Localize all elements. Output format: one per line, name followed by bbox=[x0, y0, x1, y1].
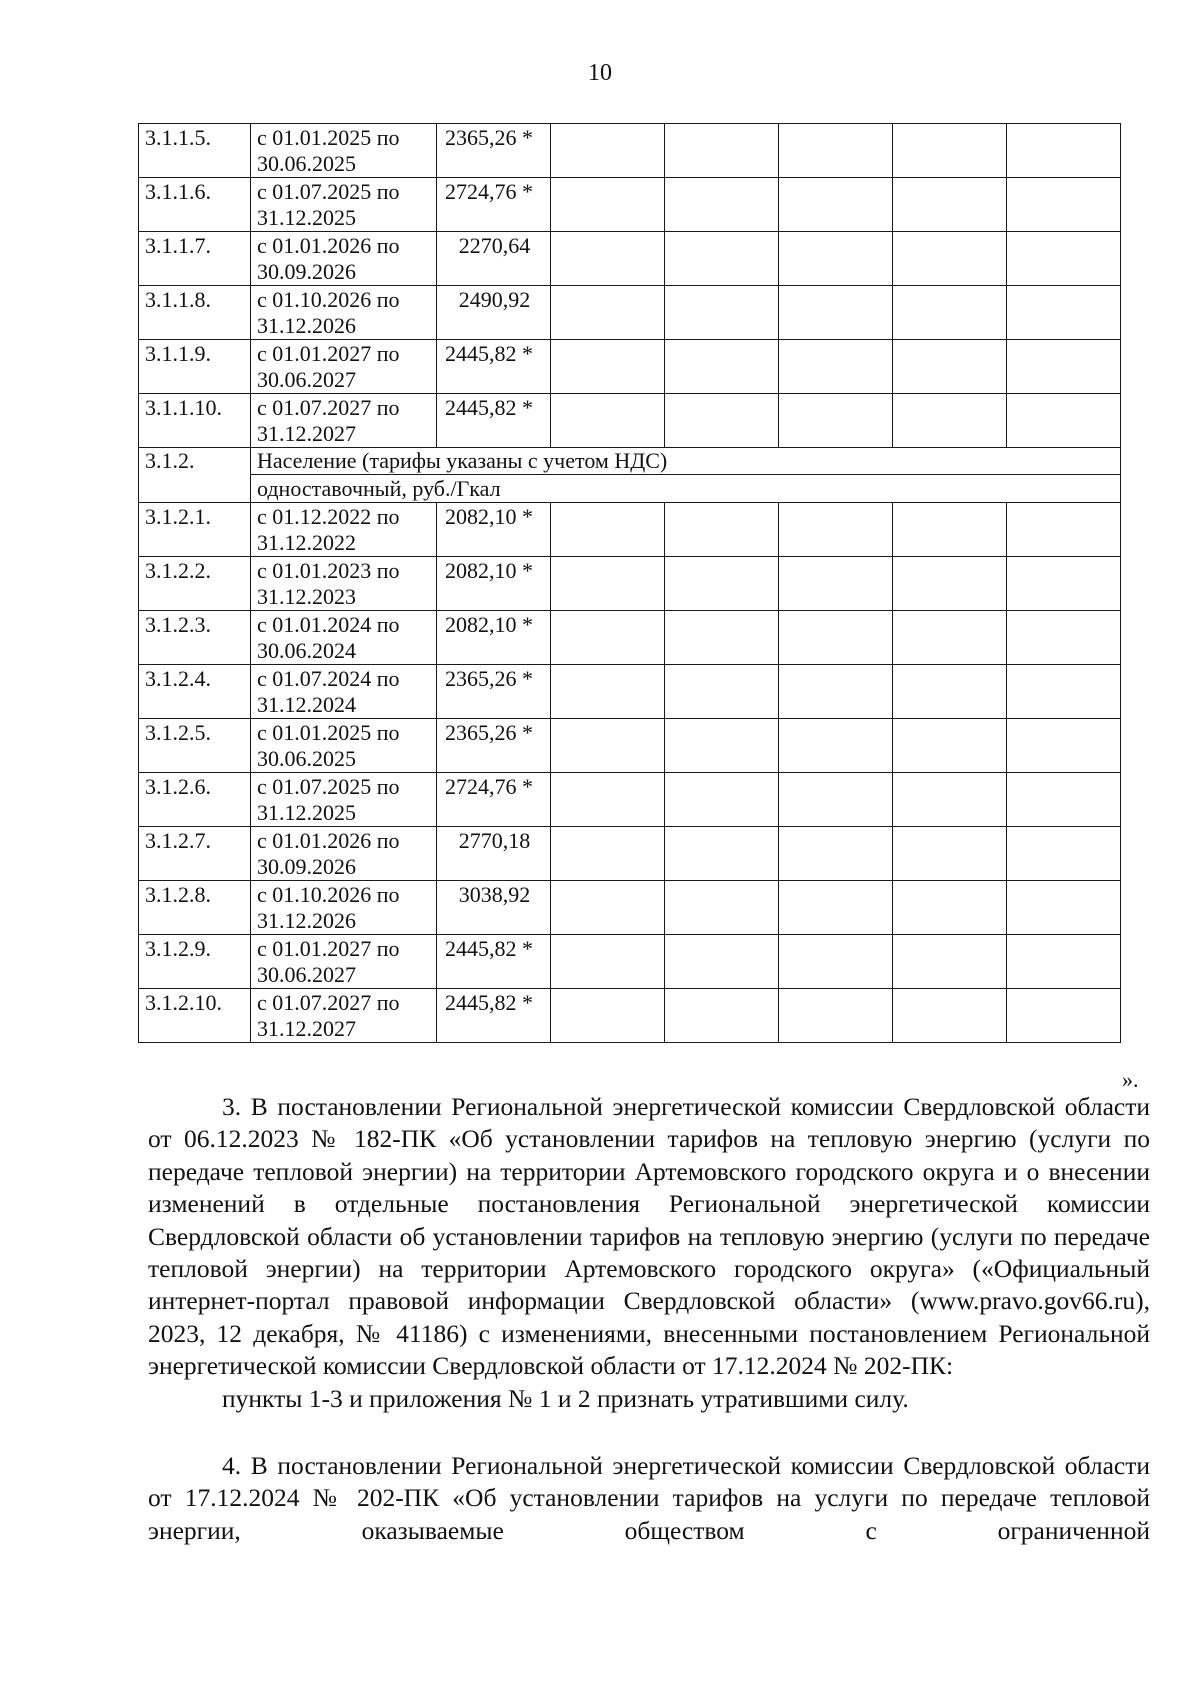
empty-cell bbox=[551, 394, 665, 448]
empty-cell bbox=[665, 665, 779, 719]
empty-cell bbox=[665, 232, 779, 286]
empty-cell bbox=[665, 881, 779, 935]
table-subsection-row bbox=[139, 475, 1121, 503]
empty-cell bbox=[893, 232, 1007, 286]
table-row bbox=[139, 503, 1121, 557]
empty-cell bbox=[551, 935, 665, 989]
empty-cell bbox=[1007, 665, 1121, 719]
empty-cell bbox=[665, 611, 779, 665]
row-period: с 01.07.2025 по 31.12.2025 bbox=[251, 178, 437, 232]
row-tariff-value: 2365,26 * bbox=[437, 719, 551, 773]
row-tariff-value: 2724,76 * bbox=[437, 178, 551, 232]
table-section-row bbox=[139, 448, 1121, 475]
paragraph-4-main: 4. В постановлении Региональной энергетической комиссии Свердловской области от 17.12.2024 № 202-ПК «Об установлении тарифов на услуги по передаче тепловой энергии, оказываемые обществом с ограниченной bbox=[148, 1451, 1150, 1545]
row-period: с 01.07.2027 по 31.12.2027 bbox=[251, 394, 437, 448]
empty-cell bbox=[1007, 232, 1121, 286]
table-row bbox=[139, 989, 1121, 1043]
empty-cell bbox=[551, 827, 665, 881]
empty-cell bbox=[551, 178, 665, 232]
empty-cell bbox=[779, 232, 893, 286]
empty-cell bbox=[779, 340, 893, 394]
empty-cell bbox=[779, 394, 893, 448]
table-row bbox=[139, 124, 1121, 178]
tariff-table bbox=[138, 123, 1121, 1043]
row-period: с 01.10.2026 по 31.12.2026 bbox=[251, 881, 437, 935]
row-number: 3.1.2.10. bbox=[139, 989, 251, 1043]
row-tariff-value: 2445,82 * bbox=[437, 394, 551, 448]
row-number: 3.1.1.9. bbox=[139, 340, 251, 394]
table-row bbox=[139, 611, 1121, 665]
empty-cell bbox=[1007, 773, 1121, 827]
empty-cell bbox=[551, 286, 665, 340]
closing-quote: ». bbox=[1122, 1067, 1139, 1092]
row-tariff-value: 2082,10 * bbox=[437, 557, 551, 611]
empty-cell bbox=[1007, 124, 1121, 178]
empty-cell bbox=[779, 124, 893, 178]
empty-cell bbox=[665, 340, 779, 394]
empty-cell bbox=[551, 557, 665, 611]
empty-cell bbox=[551, 503, 665, 557]
row-tariff-value: 2365,26 * bbox=[437, 124, 551, 178]
empty-cell bbox=[893, 394, 1007, 448]
row-tariff-value: 2724,76 * bbox=[437, 773, 551, 827]
row-period: с 01.01.2024 по 30.06.2024 bbox=[251, 611, 437, 665]
row-number: 3.1.2.7. bbox=[139, 827, 251, 881]
row-period: с 01.01.2025 по 30.06.2025 bbox=[251, 719, 437, 773]
table-row bbox=[139, 773, 1121, 827]
empty-cell bbox=[551, 989, 665, 1043]
row-period: с 01.01.2026 по 30.09.2026 bbox=[251, 232, 437, 286]
empty-cell bbox=[551, 611, 665, 665]
empty-cell bbox=[893, 124, 1007, 178]
empty-cell bbox=[779, 665, 893, 719]
empty-cell bbox=[779, 881, 893, 935]
row-tariff-value: 2445,82 * bbox=[437, 340, 551, 394]
row-number: 3.1.2.1. bbox=[139, 503, 251, 557]
table-row bbox=[139, 719, 1121, 773]
paragraph-3 bbox=[148, 1091, 1150, 1415]
row-period: с 01.01.2023 по 31.12.2023 bbox=[251, 557, 437, 611]
row-number: 3.1.2.5. bbox=[139, 719, 251, 773]
row-number: 3.1.2.6. bbox=[139, 773, 251, 827]
table-row bbox=[139, 665, 1121, 719]
empty-cell bbox=[893, 773, 1007, 827]
empty-cell bbox=[1007, 394, 1121, 448]
empty-cell bbox=[1007, 719, 1121, 773]
empty-cell bbox=[551, 124, 665, 178]
row-number: 3.1.1.6. bbox=[139, 178, 251, 232]
empty-cell bbox=[1007, 935, 1121, 989]
empty-cell bbox=[893, 557, 1007, 611]
empty-cell bbox=[779, 611, 893, 665]
empty-cell bbox=[551, 719, 665, 773]
empty-cell bbox=[1007, 989, 1121, 1043]
empty-cell bbox=[893, 503, 1007, 557]
empty-cell bbox=[665, 178, 779, 232]
row-number: 3.1.2.8. bbox=[139, 881, 251, 935]
row-period: с 01.10.2026 по 31.12.2026 bbox=[251, 286, 437, 340]
table-row bbox=[139, 827, 1121, 881]
table-row bbox=[139, 557, 1121, 611]
empty-cell bbox=[665, 557, 779, 611]
row-tariff-value: 2770,18 bbox=[437, 827, 551, 881]
table-row bbox=[139, 935, 1121, 989]
empty-cell bbox=[665, 286, 779, 340]
empty-cell bbox=[551, 232, 665, 286]
paragraph-3-sub: пункты 1-3 и приложения № 1 и 2 признать утратившими силу. bbox=[222, 1383, 909, 1413]
empty-cell bbox=[665, 124, 779, 178]
table-row bbox=[139, 232, 1121, 286]
subsection-title: одноставочный, руб./Гкал bbox=[251, 475, 1121, 503]
empty-cell bbox=[1007, 286, 1121, 340]
row-tariff-value: 2270,64 bbox=[437, 232, 551, 286]
empty-cell bbox=[893, 665, 1007, 719]
empty-cell bbox=[893, 286, 1007, 340]
empty-cell bbox=[893, 935, 1007, 989]
row-period: с 01.07.2025 по 31.12.2025 bbox=[251, 773, 437, 827]
empty-cell bbox=[1007, 827, 1121, 881]
table-row bbox=[139, 340, 1121, 394]
empty-cell bbox=[665, 935, 779, 989]
section-title: Население (тарифы указаны с учетом НДС) bbox=[251, 448, 1121, 475]
empty-cell bbox=[779, 503, 893, 557]
paragraph-4 bbox=[148, 1450, 1150, 1547]
row-tariff-value: 2445,82 * bbox=[437, 989, 551, 1043]
empty-cell bbox=[551, 665, 665, 719]
empty-cell bbox=[665, 503, 779, 557]
table-row bbox=[139, 178, 1121, 232]
row-period: с 01.01.2027 по 30.06.2027 bbox=[251, 340, 437, 394]
empty-cell bbox=[893, 989, 1007, 1043]
row-period: с 01.07.2027 по 31.12.2027 bbox=[251, 989, 437, 1043]
empty-cell bbox=[779, 557, 893, 611]
empty-cell bbox=[665, 989, 779, 1043]
empty-cell bbox=[665, 719, 779, 773]
row-number: 3.1.1.5. bbox=[139, 124, 251, 178]
empty-cell bbox=[893, 719, 1007, 773]
row-period: с 01.07.2024 по 31.12.2024 bbox=[251, 665, 437, 719]
empty-cell bbox=[1007, 340, 1121, 394]
row-tariff-value: 2082,10 * bbox=[437, 503, 551, 557]
empty-cell bbox=[893, 827, 1007, 881]
empty-cell bbox=[893, 178, 1007, 232]
empty-cell bbox=[779, 286, 893, 340]
row-tariff-value: 2445,82 * bbox=[437, 935, 551, 989]
row-number: 3.1.2.4. bbox=[139, 665, 251, 719]
page-number: 10 bbox=[588, 60, 612, 86]
empty-cell bbox=[779, 773, 893, 827]
section-number: 3.1.2. bbox=[139, 448, 251, 503]
empty-cell bbox=[665, 773, 779, 827]
empty-cell bbox=[779, 935, 893, 989]
table-row bbox=[139, 394, 1121, 448]
row-number: 3.1.1.8. bbox=[139, 286, 251, 340]
empty-cell bbox=[551, 340, 665, 394]
empty-cell bbox=[779, 178, 893, 232]
empty-cell bbox=[551, 773, 665, 827]
empty-cell bbox=[1007, 178, 1121, 232]
row-period: с 01.01.2025 по 30.06.2025 bbox=[251, 124, 437, 178]
empty-cell bbox=[1007, 503, 1121, 557]
empty-cell bbox=[665, 394, 779, 448]
row-tariff-value: 2082,10 * bbox=[437, 611, 551, 665]
table-row bbox=[139, 286, 1121, 340]
row-period: с 01.01.2027 по 30.06.2027 bbox=[251, 935, 437, 989]
empty-cell bbox=[893, 340, 1007, 394]
empty-cell bbox=[1007, 611, 1121, 665]
row-number: 3.1.2.3. bbox=[139, 611, 251, 665]
row-period: с 01.01.2026 по 30.09.2026 bbox=[251, 827, 437, 881]
empty-cell bbox=[893, 611, 1007, 665]
empty-cell bbox=[551, 881, 665, 935]
row-period: с 01.12.2022 по 31.12.2022 bbox=[251, 503, 437, 557]
empty-cell bbox=[779, 719, 893, 773]
row-tariff-value: 2365,26 * bbox=[437, 665, 551, 719]
paragraph-3-main: 3. В постановлении Региональной энергетической комиссии Свердловской области от 06.12.2023 № 182-ПК «Об установлении тарифов на тепловую энергию (услуги по передаче тепловой энергии) на территории Артемовского городского округа и о внесении изменений в отдельные постановления Региональной энергетической комиссии Свердловской области об установлении тарифов на тепловую энергию (услуги по передаче тепловой энергии) на территории Артемовского городского округа» («Официальный интернет-портал правовой информации Свердловской области» (www.pravo.gov66.ru), 2023, 12 декабря, № 41186) с изменениями, внесенными постановлением Региональной энергетической комиссии Свердловской области от 17.12.2024 № 202-ПК: bbox=[148, 1092, 1150, 1381]
row-number: 3.1.2.2. bbox=[139, 557, 251, 611]
row-tariff-value: 3038,92 bbox=[437, 881, 551, 935]
row-number: 3.1.1.10. bbox=[139, 394, 251, 448]
empty-cell bbox=[1007, 557, 1121, 611]
row-number: 3.1.2.9. bbox=[139, 935, 251, 989]
empty-cell bbox=[779, 827, 893, 881]
empty-cell bbox=[1007, 881, 1121, 935]
table-row bbox=[139, 881, 1121, 935]
empty-cell bbox=[779, 989, 893, 1043]
row-number: 3.1.1.7. bbox=[139, 232, 251, 286]
empty-cell bbox=[665, 827, 779, 881]
row-tariff-value: 2490,92 bbox=[437, 286, 551, 340]
empty-cell bbox=[893, 881, 1007, 935]
